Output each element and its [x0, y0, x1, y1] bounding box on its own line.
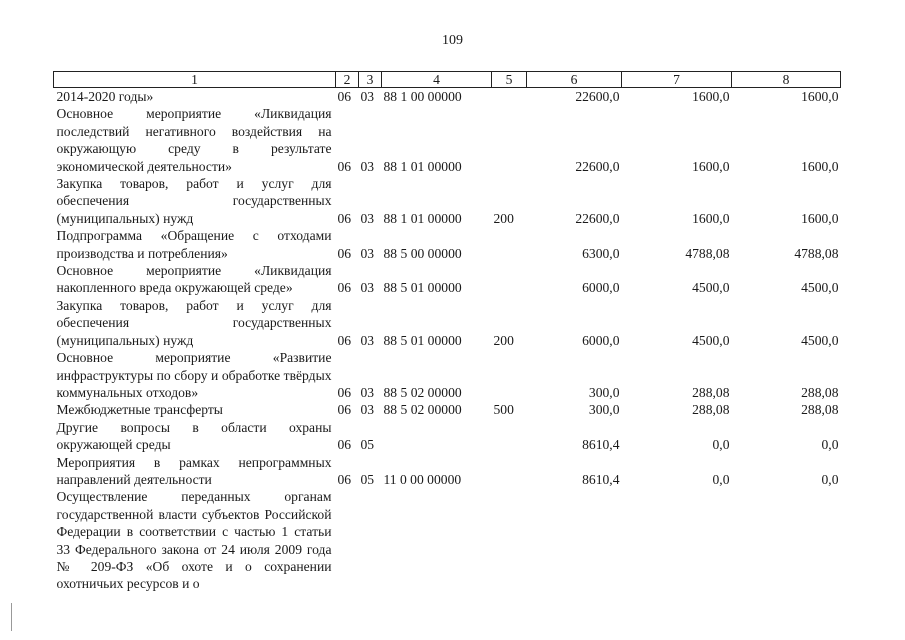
table-row [54, 297, 841, 349]
row-col-6: 22600,0 [575, 210, 620, 226]
row-col-2: 06 [337, 280, 352, 296]
row-col-5 [492, 419, 527, 454]
header-col-8: 8 [732, 72, 841, 88]
row-col-7: 4500,0 [692, 280, 730, 296]
row-col-3: 03 [360, 332, 375, 348]
row-col-6: 6300,0 [582, 245, 620, 261]
header-col-6: 6 [527, 72, 622, 88]
row-name: Мероприятия в рамках непрограммных направлений деятельности [56, 454, 332, 487]
row-col-5 [492, 262, 527, 297]
row-col-5: 500 [493, 402, 514, 418]
table-row [54, 488, 841, 592]
row-col-4: 88 5 01 00000 [383, 280, 462, 296]
row-col-8: 4788,08 [794, 245, 839, 261]
row-col-5: 200 [493, 332, 514, 348]
row-name: Закупка товаров, работ и услуг для обеспечения государственных (муниципальных) нужд [56, 297, 332, 348]
row-col-5 [492, 227, 527, 262]
row-col-8: 288,08 [801, 384, 839, 400]
row-name: Подпрограмма «Обращение с отходами производства и потребления» [56, 228, 332, 261]
row-name: Закупка товаров, работ и услуг для обеспечения государственных (муниципальных) нужд [56, 176, 332, 226]
row-col-2: 06 [337, 210, 352, 226]
table-body [54, 88, 841, 593]
row-col-5 [492, 88, 527, 106]
row-name: Другие вопросы в области охраны окружающей среды [56, 419, 332, 453]
row-col-3: 05 [360, 437, 375, 453]
row-col-7: 288,08 [692, 384, 730, 400]
row-col-2: 06 [337, 158, 352, 174]
row-col-7: 1600,0 [692, 210, 730, 226]
row-col-8: 0,0 [821, 471, 839, 487]
row-col-6: 300,0 [588, 384, 620, 400]
row-col-8: 1600,0 [801, 210, 839, 226]
row-col-5 [492, 105, 527, 175]
header-col-3: 3 [359, 72, 382, 88]
table-row [54, 419, 841, 454]
row-col-6: 22600,0 [575, 89, 620, 104]
row-col-3: 05 [360, 471, 375, 487]
header-col-5: 5 [492, 72, 527, 88]
row-col-6: 6000,0 [582, 280, 620, 296]
header-col-2: 2 [336, 72, 359, 88]
row-col-8: 4500,0 [801, 332, 839, 348]
budget-table [53, 71, 841, 593]
table-row [54, 88, 841, 106]
row-col-8: 0,0 [821, 437, 839, 453]
row-col-8: 1600,0 [801, 158, 839, 174]
row-name: Основное мероприятие «Развитие инфраструктуры по сбору и обработке твёрдых коммунальных отходов» [56, 350, 332, 400]
row-col-6 [527, 488, 622, 592]
row-col-4 [382, 488, 492, 592]
row-col-7: 4788,08 [685, 245, 730, 261]
row-col-2: 06 [337, 384, 352, 400]
row-col-4: 88 5 00 00000 [383, 245, 462, 261]
row-col-3: 03 [360, 158, 375, 174]
row-col-4: 88 1 00 00000 [383, 89, 462, 104]
row-col-3: 03 [360, 402, 375, 418]
row-name: Межбюджетные трансферты [56, 402, 223, 418]
row-col-3: 03 [360, 245, 375, 261]
row-col-8: 1600,0 [801, 89, 839, 104]
row-col-6: 300,0 [588, 402, 620, 418]
row-col-2 [336, 488, 359, 592]
table-row [54, 349, 841, 401]
row-col-4: 88 1 01 00000 [383, 158, 462, 174]
row-col-6: 6000,0 [582, 332, 620, 348]
table-row [54, 401, 841, 418]
header-col-1: 1 [54, 72, 336, 88]
row-col-4: 88 5 02 00000 [383, 384, 462, 400]
row-col-8: 288,08 [801, 402, 839, 418]
header-col-4: 4 [382, 72, 492, 88]
row-name: Основное мероприятие «Ликвидация последствий негативного воздействия на окружающую среду в результате экономической деятельности» [56, 106, 332, 174]
row-col-6: 8610,4 [582, 437, 620, 453]
row-col-3: 03 [360, 210, 375, 226]
row-col-7: 0,0 [712, 471, 730, 487]
row-col-3: 03 [360, 280, 375, 296]
table-row [54, 175, 841, 227]
row-name: Осуществление переданных органам государственной власти субъектов Российской Федерации в соответствии с частью 1 статьи 33 Федерального закона от 24 июля 2009 года № 209-ФЗ «Об охоте и о сохранении охотничьих ресурсов и о [56, 489, 332, 592]
row-col-5 [492, 488, 527, 592]
row-col-2: 06 [337, 402, 352, 418]
row-col-5 [492, 349, 527, 401]
row-col-2: 06 [337, 89, 352, 104]
row-col-6: 22600,0 [575, 158, 620, 174]
table-row [54, 454, 841, 489]
row-col-8: 4500,0 [801, 280, 839, 296]
table-row [54, 227, 841, 262]
row-col-6: 8610,4 [582, 471, 620, 487]
row-col-8 [732, 488, 841, 592]
row-col-7: 0,0 [712, 437, 730, 453]
table-row [54, 105, 841, 175]
table-header [54, 72, 841, 88]
table-row [54, 262, 841, 297]
row-col-7 [622, 488, 732, 592]
row-col-4: 11 0 00 00000 [383, 471, 462, 487]
row-col-4: 88 1 01 00000 [383, 210, 462, 226]
row-col-2: 06 [337, 471, 352, 487]
row-col-2: 06 [337, 437, 352, 453]
row-name: Основное мероприятие «Ликвидация накопленного вреда окружающей среде» [56, 263, 332, 296]
row-col-4: 88 5 01 00000 [383, 332, 462, 348]
row-name: 2014-2020 годы» [56, 89, 154, 104]
row-col-7: 4500,0 [692, 332, 730, 348]
row-col-4 [382, 419, 492, 454]
row-col-3 [359, 488, 382, 592]
row-col-7: 288,08 [692, 402, 730, 418]
row-col-5: 200 [493, 210, 514, 226]
row-col-2: 06 [337, 245, 352, 261]
row-col-7: 1600,0 [692, 158, 730, 174]
row-col-4: 88 5 02 00000 [383, 402, 462, 418]
row-col-3: 03 [360, 384, 375, 400]
row-col-2: 06 [337, 332, 352, 348]
row-col-7: 1600,0 [692, 89, 730, 104]
margin-mark [11, 603, 12, 631]
row-col-5 [492, 454, 527, 489]
page-number: 109 [442, 33, 463, 48]
row-col-3: 03 [360, 89, 375, 104]
header-col-7: 7 [622, 72, 732, 88]
